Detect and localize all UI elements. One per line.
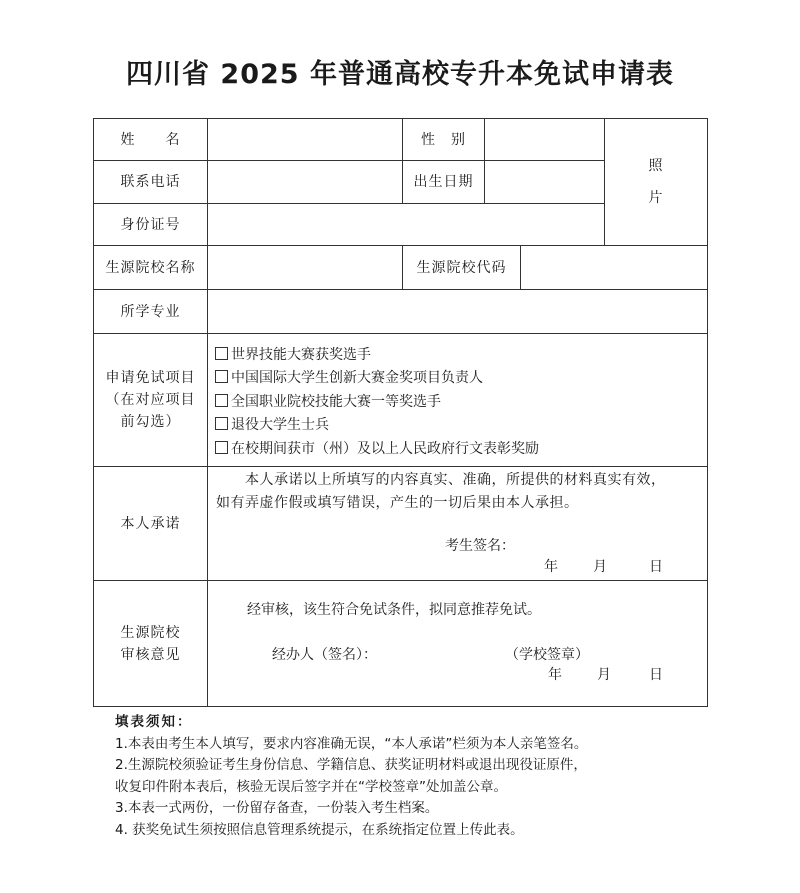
instruction-item: 3.本表一式两份，一份留存备查，一份装入考生档案。 [115, 800, 439, 816]
option-label: 退役大学生士兵 [231, 417, 329, 433]
pledge-text-line2: 如有弄虚作假或填写错误，产生的一切后果由本人承担。 [216, 495, 579, 511]
pledge-label: 本人承诺 [120, 515, 181, 532]
review-date-month: 月 [597, 667, 611, 683]
phone-field[interactable] [208, 161, 402, 203]
option-innovation-contest[interactable] [215, 367, 483, 387]
major-field[interactable] [208, 290, 707, 333]
filling-instructions [115, 712, 735, 841]
review-date-day: 日 [649, 667, 663, 683]
name-field[interactable] [208, 119, 402, 160]
pledge-text-line1: 本人承诺以上所填写的内容真实、准确，所提供的材料真实有效， [245, 472, 666, 488]
pledge-date-day: 日 [649, 559, 663, 575]
photo-label-bottom: 片 [648, 190, 664, 206]
apply-label-line3: 前勾选） [120, 414, 181, 430]
review-label-line1: 生源院校 [120, 624, 181, 641]
pledge-date-year: 年 [544, 559, 558, 575]
instruction-item: 2.生源院校须验证考生身份信息、学籍信息、获奖证明材料或退出现役证原件， [115, 757, 587, 773]
option-veteran[interactable] [215, 414, 329, 434]
school-code-label: 生源院校代码 [416, 259, 507, 276]
id-label: 身份证号 [120, 216, 181, 233]
review-handler-label: 经办人（签名）： [272, 647, 377, 663]
gender-label: 性 别 [421, 131, 466, 148]
option-label: 在校期间获市（州）及以上人民政府行文表彰奖励 [231, 441, 539, 457]
pledge-signature-label: 考生签名： [445, 538, 515, 554]
id-field[interactable] [208, 204, 604, 245]
school-name-field[interactable] [208, 246, 402, 289]
apply-label-line1: 申请免试项目 [105, 370, 196, 386]
form-title: 四川省 2025 年普通高校专升本免试申请表 [126, 59, 674, 90]
school-code-field[interactable] [521, 246, 707, 289]
instruction-item: 收复印件附本表后，核验无误后签字并在“学校签章”处加盖公章。 [115, 778, 507, 795]
pledge-date-month: 月 [593, 559, 607, 575]
major-label: 所学专业 [120, 303, 181, 320]
review-label [94, 581, 207, 706]
option-vocational-skills[interactable] [215, 391, 441, 411]
option-label: 中国国际大学生创新大赛金奖项目负责人 [231, 370, 483, 386]
apply-items-label [94, 334, 207, 466]
option-government-award[interactable] [215, 438, 539, 458]
photo-label-top: 照 [648, 158, 664, 174]
photo-box[interactable] [605, 119, 707, 245]
name-label: 姓 名 [120, 131, 181, 148]
option-label: 全国职业院校技能大赛一等奖选手 [231, 394, 441, 410]
pledge-signature-field[interactable] [520, 535, 690, 557]
school-name-label: 生源院校名称 [105, 259, 196, 276]
review-label-line2: 审核意见 [120, 646, 181, 663]
option-label: 世界技能大赛获奖选手 [231, 347, 371, 363]
option-world-skills[interactable] [215, 344, 371, 364]
instructions-heading: 填表须知： [115, 714, 193, 730]
checkbox[interactable] [215, 394, 228, 407]
review-date-year: 年 [548, 667, 562, 683]
phone-label: 联系电话 [120, 174, 181, 190]
checkbox[interactable] [215, 441, 228, 454]
gender-field[interactable] [485, 119, 604, 160]
birthdate-field[interactable] [485, 161, 604, 203]
instruction-item: 1.本表由考生本人填写，要求内容准确无误，“本人承诺”栏须为本人亲笔签名。 [115, 735, 588, 752]
review-opinion-text: 经审核，该生符合免试条件，拟同意推荐免试。 [247, 602, 541, 618]
instruction-item: 4. 获奖免试生须按照信息管理系统提示，在系统指定位置上传此表。 [115, 821, 524, 838]
review-seal-label: （学校签章） [505, 647, 589, 663]
checkbox[interactable] [215, 370, 228, 383]
apply-label-line2: （在对应项目 [105, 392, 196, 408]
checkbox[interactable] [215, 347, 228, 360]
checkbox[interactable] [215, 417, 228, 430]
birthdate-label: 出生日期 [413, 174, 474, 190]
